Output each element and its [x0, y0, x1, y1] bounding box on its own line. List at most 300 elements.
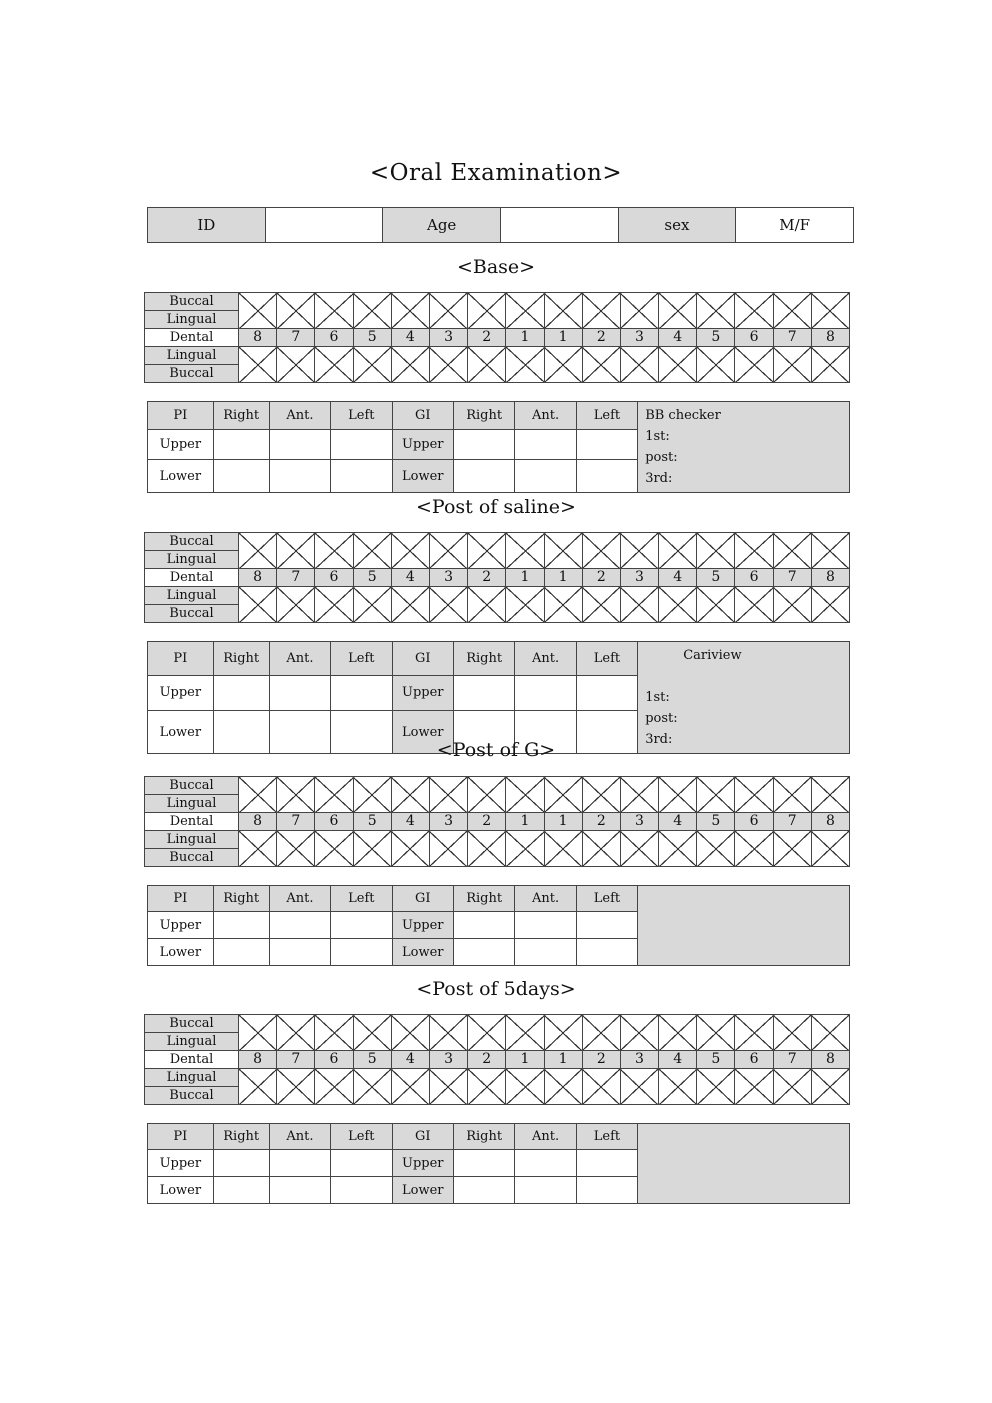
index-header: Left	[331, 642, 392, 676]
gi-score-cell[interactable]	[576, 430, 637, 460]
index-header: GI	[392, 886, 453, 912]
tooth-number: 2	[468, 329, 506, 347]
tooth-surface-cell[interactable]	[773, 1015, 811, 1051]
age-label: Age	[383, 208, 501, 243]
row-label: Lower	[148, 1177, 214, 1204]
surface-label: Lingual	[145, 831, 239, 849]
tooth-number: 5	[353, 569, 391, 587]
side-note-line: 1st:	[645, 429, 670, 444]
tooth-number: 6	[735, 569, 773, 587]
patient-info-table	[147, 207, 854, 243]
index-header: GI	[392, 1124, 453, 1150]
tooth-surface-cell[interactable]	[620, 587, 658, 623]
row-label: Upper	[148, 675, 214, 710]
tooth-surface-cell[interactable]	[391, 587, 429, 623]
tooth-number: 4	[391, 329, 429, 347]
index-header: Left	[331, 886, 392, 912]
tooth-surface-cell[interactable]	[277, 533, 315, 569]
tooth-surface-cell[interactable]	[735, 777, 773, 813]
index-header: Ant.	[515, 402, 576, 430]
surface-label: Dental	[145, 813, 239, 831]
tooth-surface-cell[interactable]	[697, 293, 735, 329]
tooth-surface-cell[interactable]	[697, 1015, 735, 1051]
tooth-surface-cell[interactable]	[544, 1015, 582, 1051]
pi-score-cell[interactable]	[331, 460, 392, 493]
side-note-line: 1st:	[645, 690, 670, 705]
pi-score-cell[interactable]	[331, 430, 392, 460]
tooth-surface-cell[interactable]	[506, 831, 544, 867]
tooth-surface-cell[interactable]	[468, 1015, 506, 1051]
side-note-title: BB checker	[645, 408, 721, 423]
tooth-surface-cell[interactable]	[506, 293, 544, 329]
tooth-surface-cell[interactable]	[811, 293, 849, 329]
gi-score-cell[interactable]	[515, 1177, 576, 1204]
tooth-surface-cell[interactable]	[315, 293, 353, 329]
row-label: Upper	[392, 675, 453, 710]
tooth-surface-cell[interactable]	[697, 587, 735, 623]
index-header: Left	[331, 402, 392, 430]
tooth-number: 8	[811, 1051, 849, 1069]
surface-label: Buccal	[145, 533, 239, 551]
index-header: Ant.	[515, 642, 576, 676]
tooth-number: 7	[277, 813, 315, 831]
tooth-number: 4	[659, 813, 697, 831]
tooth-surface-cell[interactable]	[620, 1069, 658, 1105]
pi-score-cell[interactable]	[331, 675, 392, 710]
tooth-surface-cell[interactable]	[277, 587, 315, 623]
tooth-surface-cell[interactable]	[353, 777, 391, 813]
tooth-surface-cell[interactable]	[773, 293, 811, 329]
index-table	[147, 1123, 850, 1204]
tooth-number: 1	[506, 329, 544, 347]
tooth-number: 5	[697, 329, 735, 347]
tooth-surface-cell[interactable]	[468, 587, 506, 623]
tooth-number: 2	[468, 813, 506, 831]
tooth-surface-cell[interactable]	[811, 587, 849, 623]
tooth-number: 7	[773, 813, 811, 831]
tooth-number: 3	[620, 569, 658, 587]
index-header: Ant.	[269, 886, 330, 912]
tooth-surface-cell[interactable]	[277, 347, 315, 383]
tooth-surface-cell[interactable]	[811, 347, 849, 383]
tooth-surface-cell[interactable]	[506, 1015, 544, 1051]
pi-score-cell[interactable]	[331, 1150, 392, 1177]
gi-score-cell[interactable]	[576, 939, 637, 966]
tooth-surface-cell[interactable]	[773, 1069, 811, 1105]
tooth-surface-cell[interactable]	[659, 1069, 697, 1105]
tooth-surface-cell[interactable]	[239, 293, 277, 329]
tooth-surface-cell[interactable]	[659, 777, 697, 813]
index-table	[147, 885, 850, 966]
gi-score-cell[interactable]	[576, 1150, 637, 1177]
tooth-surface-cell[interactable]	[506, 587, 544, 623]
tooth-surface-cell[interactable]	[620, 777, 658, 813]
tooth-number: 3	[429, 329, 467, 347]
row-label: Lower	[392, 460, 453, 493]
pi-score-cell[interactable]	[213, 912, 269, 939]
tooth-surface-cell[interactable]	[544, 533, 582, 569]
section-heading: <Base>	[456, 256, 536, 278]
tooth-surface-cell[interactable]	[544, 1069, 582, 1105]
tooth-number: 4	[391, 1051, 429, 1069]
index-header: Left	[576, 402, 637, 430]
tooth-surface-cell[interactable]	[391, 293, 429, 329]
tooth-surface-cell[interactable]	[468, 293, 506, 329]
tooth-surface-cell[interactable]	[429, 587, 467, 623]
dental-chart	[144, 292, 850, 383]
surface-label: Buccal	[145, 293, 239, 311]
gi-score-cell[interactable]	[576, 675, 637, 710]
gi-score-cell[interactable]	[453, 912, 514, 939]
tooth-surface-cell[interactable]	[391, 777, 429, 813]
side-note-line: post:	[645, 711, 678, 726]
section-heading: <Post of saline>	[416, 496, 576, 518]
tooth-surface-cell[interactable]	[735, 587, 773, 623]
tooth-surface-cell[interactable]	[582, 533, 620, 569]
tooth-surface-cell[interactable]	[544, 347, 582, 383]
surface-label: Buccal	[145, 777, 239, 795]
tooth-number: 3	[620, 329, 658, 347]
id-field[interactable]	[265, 208, 383, 243]
tooth-number: 1	[544, 329, 582, 347]
tooth-surface-cell[interactable]	[544, 831, 582, 867]
tooth-surface-cell[interactable]	[429, 533, 467, 569]
tooth-surface-cell[interactable]	[659, 533, 697, 569]
row-label: Lower	[392, 1177, 453, 1204]
tooth-surface-cell[interactable]	[315, 347, 353, 383]
index-header: Right	[453, 1124, 514, 1150]
tooth-surface-cell[interactable]	[468, 533, 506, 569]
tooth-number: 6	[315, 813, 353, 831]
tooth-number: 4	[659, 569, 697, 587]
tooth-surface-cell[interactable]	[582, 777, 620, 813]
index-header: Right	[213, 886, 269, 912]
pi-score-cell[interactable]	[331, 1177, 392, 1204]
tooth-number: 5	[353, 813, 391, 831]
tooth-surface-cell[interactable]	[391, 1015, 429, 1051]
index-header: PI	[148, 1124, 214, 1150]
tooth-surface-cell[interactable]	[277, 831, 315, 867]
side-note-panel	[638, 1124, 850, 1204]
tooth-number: 7	[773, 569, 811, 587]
gi-score-cell[interactable]	[515, 460, 576, 493]
tooth-surface-cell[interactable]	[659, 293, 697, 329]
tooth-surface-cell[interactable]	[697, 777, 735, 813]
surface-label: Dental	[145, 1051, 239, 1069]
tooth-surface-cell[interactable]	[811, 533, 849, 569]
tooth-surface-cell[interactable]	[544, 587, 582, 623]
tooth-surface-cell[interactable]	[620, 293, 658, 329]
tooth-number: 4	[659, 329, 697, 347]
tooth-number: 2	[582, 569, 620, 587]
tooth-surface-cell[interactable]	[773, 831, 811, 867]
tooth-surface-cell[interactable]	[239, 777, 277, 813]
pi-score-cell[interactable]	[269, 1150, 330, 1177]
tooth-number: 6	[315, 569, 353, 587]
tooth-surface-cell[interactable]	[277, 777, 315, 813]
tooth-surface-cell[interactable]	[697, 533, 735, 569]
tooth-surface-cell[interactable]	[391, 347, 429, 383]
surface-label: Dental	[145, 329, 239, 347]
tooth-surface-cell[interactable]	[315, 831, 353, 867]
index-header: Ant.	[269, 1124, 330, 1150]
surface-label: Lingual	[145, 1069, 239, 1087]
tooth-surface-cell[interactable]	[239, 587, 277, 623]
tooth-surface-cell[interactable]	[353, 293, 391, 329]
surface-label: Buccal	[145, 1087, 239, 1105]
tooth-surface-cell[interactable]	[468, 347, 506, 383]
pi-score-cell[interactable]	[213, 460, 269, 493]
tooth-number: 4	[391, 813, 429, 831]
tooth-number: 3	[429, 813, 467, 831]
tooth-surface-cell[interactable]	[315, 533, 353, 569]
tooth-surface-cell[interactable]	[582, 831, 620, 867]
tooth-surface-cell[interactable]	[468, 1069, 506, 1105]
tooth-number: 8	[811, 813, 849, 831]
gi-score-cell[interactable]	[515, 912, 576, 939]
dental-chart	[144, 532, 850, 623]
tooth-number: 2	[468, 1051, 506, 1069]
tooth-surface-cell[interactable]	[659, 587, 697, 623]
tooth-number: 2	[582, 329, 620, 347]
side-note-panel	[638, 402, 850, 493]
tooth-number: 8	[239, 569, 277, 587]
index-header: Left	[576, 1124, 637, 1150]
pi-score-cell[interactable]	[213, 430, 269, 460]
row-label: Upper	[392, 1150, 453, 1177]
tooth-surface-cell[interactable]	[239, 533, 277, 569]
tooth-surface-cell[interactable]	[659, 347, 697, 383]
tooth-number: 4	[391, 569, 429, 587]
tooth-surface-cell[interactable]	[697, 347, 735, 383]
gi-score-cell[interactable]	[453, 460, 514, 493]
tooth-surface-cell[interactable]	[773, 777, 811, 813]
tooth-number: 5	[353, 329, 391, 347]
tooth-surface-cell[interactable]	[353, 587, 391, 623]
dental-chart	[144, 776, 850, 867]
tooth-surface-cell[interactable]	[506, 1069, 544, 1105]
tooth-surface-cell[interactable]	[773, 533, 811, 569]
tooth-surface-cell[interactable]	[468, 831, 506, 867]
tooth-surface-cell[interactable]	[353, 831, 391, 867]
tooth-number: 3	[620, 1051, 658, 1069]
side-note-line: 3rd:	[645, 732, 673, 747]
tooth-surface-cell[interactable]	[582, 1069, 620, 1105]
gi-score-cell[interactable]	[453, 430, 514, 460]
tooth-surface-cell[interactable]	[468, 777, 506, 813]
tooth-number: 7	[773, 329, 811, 347]
tooth-number: 4	[659, 1051, 697, 1069]
section-heading: <Post of 5days>	[416, 978, 576, 1000]
row-label: Upper	[392, 430, 453, 460]
tooth-surface-cell[interactable]	[239, 347, 277, 383]
gi-score-cell[interactable]	[515, 939, 576, 966]
tooth-number: 2	[582, 813, 620, 831]
index-header: Right	[213, 1124, 269, 1150]
section-heading: <Post of G>	[436, 739, 556, 761]
tooth-surface-cell[interactable]	[506, 777, 544, 813]
tooth-surface-cell[interactable]	[315, 777, 353, 813]
gi-score-cell[interactable]	[453, 939, 514, 966]
tooth-surface-cell[interactable]	[315, 1015, 353, 1051]
age-field[interactable]	[500, 208, 618, 243]
surface-label: Lingual	[145, 1033, 239, 1051]
gi-score-cell[interactable]	[515, 430, 576, 460]
tooth-surface-cell[interactable]	[582, 347, 620, 383]
gi-score-cell[interactable]	[576, 912, 637, 939]
gi-score-cell[interactable]	[576, 460, 637, 493]
pi-score-cell[interactable]	[269, 675, 330, 710]
pi-score-cell[interactable]	[213, 1177, 269, 1204]
tooth-surface-cell[interactable]	[239, 831, 277, 867]
surface-label: Lingual	[145, 551, 239, 569]
tooth-surface-cell[interactable]	[735, 347, 773, 383]
side-note-title: Cariview	[683, 648, 742, 663]
gi-score-cell[interactable]	[515, 675, 576, 710]
row-label: Lower	[392, 939, 453, 966]
pi-score-cell[interactable]	[269, 460, 330, 493]
tooth-surface-cell[interactable]	[620, 347, 658, 383]
surface-label: Buccal	[145, 365, 239, 383]
row-label: Upper	[148, 912, 214, 939]
tooth-surface-cell[interactable]	[506, 347, 544, 383]
tooth-number: 8	[239, 1051, 277, 1069]
tooth-surface-cell[interactable]	[506, 533, 544, 569]
surface-label: Buccal	[145, 605, 239, 623]
tooth-surface-cell[interactable]	[277, 293, 315, 329]
pi-score-cell[interactable]	[269, 1177, 330, 1204]
gi-score-cell[interactable]	[453, 1150, 514, 1177]
tooth-surface-cell[interactable]	[620, 1015, 658, 1051]
tooth-surface-cell[interactable]	[391, 533, 429, 569]
gi-score-cell[interactable]	[515, 1150, 576, 1177]
tooth-number: 5	[697, 1051, 735, 1069]
tooth-surface-cell[interactable]	[391, 1069, 429, 1105]
tooth-surface-cell[interactable]	[582, 587, 620, 623]
sex-field[interactable]: M/F	[736, 208, 854, 243]
tooth-surface-cell[interactable]	[735, 533, 773, 569]
tooth-surface-cell[interactable]	[620, 831, 658, 867]
tooth-number: 6	[735, 813, 773, 831]
tooth-surface-cell[interactable]	[239, 1069, 277, 1105]
tooth-surface-cell[interactable]	[429, 293, 467, 329]
side-note-panel	[638, 886, 850, 966]
row-label: Lower	[148, 460, 214, 493]
tooth-surface-cell[interactable]	[429, 1015, 467, 1051]
surface-label: Lingual	[145, 795, 239, 813]
tooth-surface-cell[interactable]	[315, 1069, 353, 1105]
index-header: PI	[148, 642, 214, 676]
tooth-surface-cell[interactable]	[811, 777, 849, 813]
tooth-number: 6	[315, 1051, 353, 1069]
dental-chart	[144, 1014, 850, 1105]
pi-score-cell[interactable]	[269, 430, 330, 460]
pi-score-cell[interactable]	[213, 675, 269, 710]
tooth-surface-cell[interactable]	[315, 587, 353, 623]
id-label: ID	[148, 208, 266, 243]
tooth-surface-cell[interactable]	[353, 533, 391, 569]
tooth-surface-cell[interactable]	[277, 1015, 315, 1051]
index-header: PI	[148, 402, 214, 430]
tooth-surface-cell[interactable]	[544, 293, 582, 329]
pi-score-cell[interactable]	[213, 1150, 269, 1177]
tooth-surface-cell[interactable]	[429, 831, 467, 867]
page-title: <Oral Examination>	[369, 160, 623, 186]
tooth-surface-cell[interactable]	[239, 1015, 277, 1051]
tooth-surface-cell[interactable]	[620, 533, 658, 569]
tooth-surface-cell[interactable]	[582, 293, 620, 329]
index-header: Ant.	[515, 886, 576, 912]
tooth-number: 7	[773, 1051, 811, 1069]
tooth-surface-cell[interactable]	[659, 1015, 697, 1051]
surface-label: Lingual	[145, 311, 239, 329]
tooth-surface-cell[interactable]	[391, 831, 429, 867]
row-label: Upper	[392, 912, 453, 939]
surface-label: Lingual	[145, 587, 239, 605]
tooth-surface-cell[interactable]	[773, 347, 811, 383]
index-header: Left	[331, 1124, 392, 1150]
tooth-surface-cell[interactable]	[811, 1015, 849, 1051]
gi-score-cell[interactable]	[453, 675, 514, 710]
tooth-surface-cell[interactable]	[735, 293, 773, 329]
side-note-line: 3rd:	[645, 471, 673, 486]
index-header: GI	[392, 642, 453, 676]
index-header: Ant.	[269, 402, 330, 430]
tooth-number: 7	[277, 1051, 315, 1069]
tooth-surface-cell[interactable]	[429, 1069, 467, 1105]
tooth-number: 8	[239, 329, 277, 347]
tooth-surface-cell[interactable]	[582, 1015, 620, 1051]
index-header: GI	[392, 402, 453, 430]
tooth-surface-cell[interactable]	[429, 347, 467, 383]
index-header: Ant.	[515, 1124, 576, 1150]
tooth-surface-cell[interactable]	[811, 1069, 849, 1105]
tooth-surface-cell[interactable]	[353, 347, 391, 383]
pi-score-cell[interactable]	[269, 939, 330, 966]
tooth-number: 5	[697, 813, 735, 831]
row-label: Upper	[148, 1150, 214, 1177]
tooth-number: 1	[506, 569, 544, 587]
tooth-surface-cell[interactable]	[659, 831, 697, 867]
gi-score-cell[interactable]	[576, 1177, 637, 1204]
tooth-surface-cell[interactable]	[811, 831, 849, 867]
pi-score-cell[interactable]	[331, 939, 392, 966]
tooth-surface-cell[interactable]	[773, 587, 811, 623]
tooth-surface-cell[interactable]	[277, 1069, 315, 1105]
side-note-panel	[638, 642, 850, 754]
pi-score-cell[interactable]	[269, 912, 330, 939]
tooth-surface-cell[interactable]	[353, 1015, 391, 1051]
tooth-surface-cell[interactable]	[697, 831, 735, 867]
index-table	[147, 401, 850, 493]
tooth-surface-cell[interactable]	[544, 777, 582, 813]
tooth-number: 3	[429, 569, 467, 587]
tooth-surface-cell[interactable]	[735, 1069, 773, 1105]
tooth-number: 1	[506, 1051, 544, 1069]
tooth-surface-cell[interactable]	[353, 1069, 391, 1105]
index-header: Ant.	[269, 642, 330, 676]
pi-score-cell[interactable]	[331, 912, 392, 939]
gi-score-cell[interactable]	[453, 1177, 514, 1204]
tooth-surface-cell[interactable]	[697, 1069, 735, 1105]
index-header: PI	[148, 886, 214, 912]
tooth-surface-cell[interactable]	[429, 777, 467, 813]
index-header: Right	[453, 402, 514, 430]
tooth-surface-cell[interactable]	[735, 1015, 773, 1051]
pi-score-cell[interactable]	[213, 939, 269, 966]
tooth-number: 1	[506, 813, 544, 831]
tooth-surface-cell[interactable]	[735, 831, 773, 867]
